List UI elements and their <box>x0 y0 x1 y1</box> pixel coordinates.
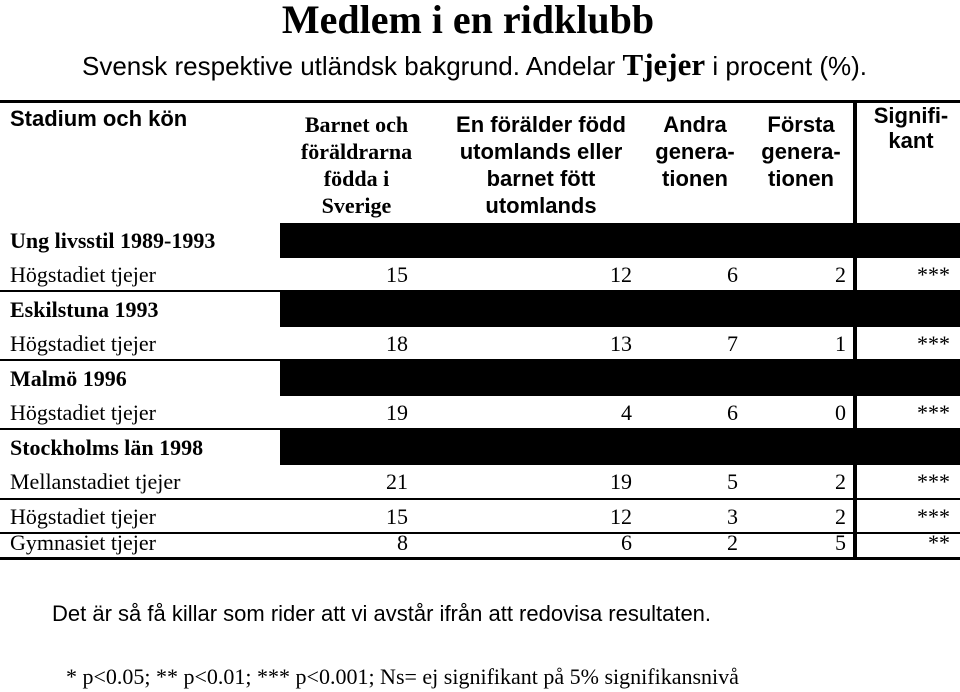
column-header-line: Andra <box>663 112 727 137</box>
cell-value: 1 <box>835 331 846 356</box>
column-divider <box>853 258 857 292</box>
table-row <box>0 327 960 361</box>
group-header <box>0 223 960 258</box>
stub-header: Stadium och kön <box>10 106 188 131</box>
column-divider <box>853 396 857 430</box>
cell-value: 2 <box>835 504 846 529</box>
table-row <box>0 465 960 499</box>
column-header-born-in-sweden <box>284 111 429 219</box>
significance-value: *** <box>917 469 950 494</box>
row-label: Mellanstadiet tjejer <box>10 469 181 494</box>
cell-value: 3 <box>727 504 738 529</box>
cell-value: 19 <box>386 400 408 425</box>
cell-value: 6 <box>727 262 738 287</box>
group-label: Stockholms län 1998 <box>10 435 204 460</box>
cell-value: 5 <box>727 469 738 494</box>
column-header-significant <box>862 103 960 153</box>
page-subtitle <box>82 48 867 83</box>
cell-value: 12 <box>610 262 632 287</box>
column-header-line: utomlands eller <box>459 139 623 164</box>
group-label: Malmö 1996 <box>10 366 127 391</box>
cell-value: 19 <box>610 469 632 494</box>
group-header <box>0 430 960 465</box>
significance-value: *** <box>917 331 950 356</box>
subtitle-text-before: Svensk respektive utländsk bakgrund. Andelar <box>82 51 623 81</box>
cell-value: 15 <box>386 262 408 287</box>
column-header-line: Första <box>767 112 835 137</box>
column-header-line: genera- <box>655 139 735 164</box>
column-header-line: tionen <box>662 166 728 191</box>
significance-value: *** <box>917 504 950 529</box>
column-header-first-generation <box>752 111 850 192</box>
cell-value: 12 <box>610 504 632 529</box>
column-header-line: föräldrarna <box>300 139 413 164</box>
table-row <box>0 258 960 292</box>
group-bar <box>280 361 960 396</box>
row-label: Gymnasiet tjejer <box>10 530 157 555</box>
cell-value: 4 <box>621 400 632 425</box>
subtitle-text-after: i procent (%). <box>705 51 867 81</box>
column-header-line: genera- <box>761 139 841 164</box>
significance-footnote: * p<0.05; ** p<0.01; *** p<0.001; Ns= ej signifikant på 5% signifikansnivå <box>66 664 739 689</box>
cell-value: 0 <box>835 400 846 425</box>
cell-value: 2 <box>727 530 738 555</box>
cell-value: 2 <box>835 262 846 287</box>
column-header-line: Barnet och <box>304 112 409 137</box>
cell-value: 6 <box>621 530 632 555</box>
group-header <box>0 361 960 396</box>
column-header-line: Sverige <box>321 193 392 218</box>
page-title: Medlem i en ridklubb <box>281 0 655 42</box>
column-header-parent-born-abroad <box>443 111 639 219</box>
significance-value: ** <box>928 530 950 555</box>
column-header-line: kant <box>888 128 934 153</box>
column-header-line: Signifi- <box>873 103 949 128</box>
cell-value: 15 <box>386 504 408 529</box>
group-bar <box>280 430 960 465</box>
column-divider <box>853 103 857 223</box>
cell-value: 6 <box>727 400 738 425</box>
row-label: Högstadiet tjejer <box>10 331 157 356</box>
column-header-line: födda i <box>323 166 390 191</box>
column-header-line: utomlands <box>485 193 597 218</box>
column-header-second-generation <box>650 111 740 192</box>
column-header-line: tionen <box>768 166 834 191</box>
row-label: Högstadiet tjejer <box>10 504 157 529</box>
subtitle-emphasis: Tjejer <box>622 47 706 82</box>
group-header <box>0 292 960 327</box>
group-label: Ung livsstil 1989-1993 <box>10 228 216 253</box>
row-label: Högstadiet tjejer <box>10 262 157 287</box>
cell-value: 7 <box>727 331 738 356</box>
cell-value: 18 <box>386 331 408 356</box>
column-header-line: barnet fött <box>486 166 596 191</box>
table-row <box>0 526 960 560</box>
column-divider <box>853 327 857 361</box>
column-divider <box>853 465 857 560</box>
significance-value: *** <box>917 262 950 287</box>
cell-value: 21 <box>386 469 408 494</box>
significance-value: *** <box>917 400 950 425</box>
group-label: Eskilstuna 1993 <box>10 297 159 322</box>
cell-value: 8 <box>397 530 408 555</box>
column-header-line: En förälder född <box>456 112 626 137</box>
group-bar <box>280 223 960 258</box>
table-row <box>0 396 960 430</box>
note-text: Det är så få killar som rider att vi avstår ifrån att redovisa resultaten. <box>52 601 712 626</box>
cell-value: 5 <box>835 530 846 555</box>
data-table <box>0 100 960 560</box>
row-label: Högstadiet tjejer <box>10 400 157 425</box>
cell-value: 2 <box>835 469 846 494</box>
cell-value: 13 <box>610 331 632 356</box>
group-bar <box>280 292 960 327</box>
